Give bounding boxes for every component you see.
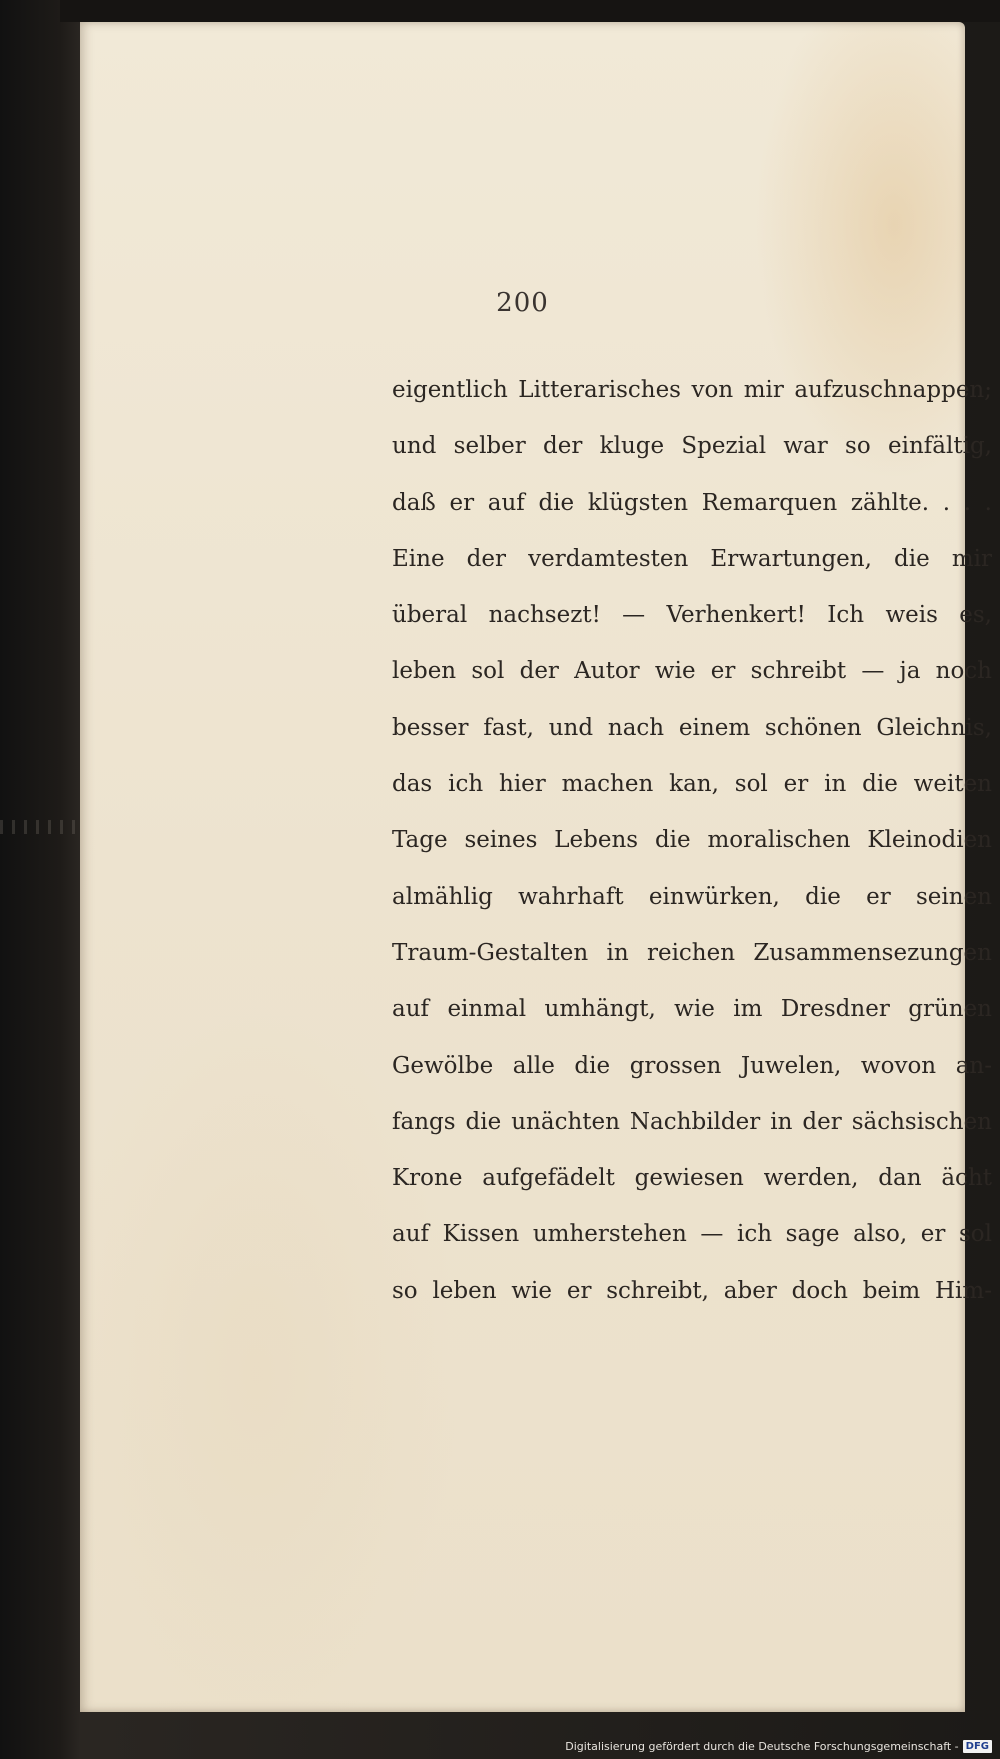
credit-text: Digitalisierung gefördert durch die Deutsche Forschungsgemeinschaft - [565,1739,959,1753]
body-text [392,362,992,1319]
text-line: besser fast, und nach einem schönen Gleichnis, [392,714,992,741]
text-line: daß er auf die klügsten Remarquen zählte. . . . [392,489,992,516]
text-line: das ich hier machen kan, sol er in die weiten [392,771,992,798]
scan-top-edge [60,0,1000,22]
text-line: überal nachsezt! — Verhenkert! Ich weis es, [392,602,992,629]
binding-stitch-marks [0,820,80,834]
book-page [80,22,992,1712]
text-line: fangs die unächten Nachbilder in der sächsischen [392,1108,992,1135]
text-line: Gewölbe alle die grossen Juwelen, wovon an- [392,1052,992,1079]
text-line: eigentlich Litterarisches von mir aufzuschnappen; [392,377,992,403]
text-line: Tage seines Lebens die moralischen Kleinodien [392,827,992,854]
text-line: auf einmal umhängt, wie im Dresdner grünen [392,996,992,1023]
digitization-credit [565,1735,992,1757]
text-line: so leben wie er schreibt, aber doch beim Him- [392,1277,992,1304]
text-line: Eine der verdamtesten Erwartungen, die mir [392,545,992,572]
text-line: auf Kissen umherstehen — ich sage also, er sol [392,1221,992,1248]
text-line: almählig wahrhaft einwürken, die er seinen [392,883,992,910]
text-line: Traum-Gestalten in reichen Zusammensezungen [392,939,992,966]
page-number: 200 [496,288,549,318]
text-line: und selber der kluge Spezial war so einfältig, [392,433,992,460]
text-line: Krone aufgefädelt gewiesen werden, dan ächt [392,1165,992,1192]
dfg-logo: DFG [963,1740,992,1753]
text-line: leben sol der Autor wie er schreibt — ja noch [392,658,992,685]
